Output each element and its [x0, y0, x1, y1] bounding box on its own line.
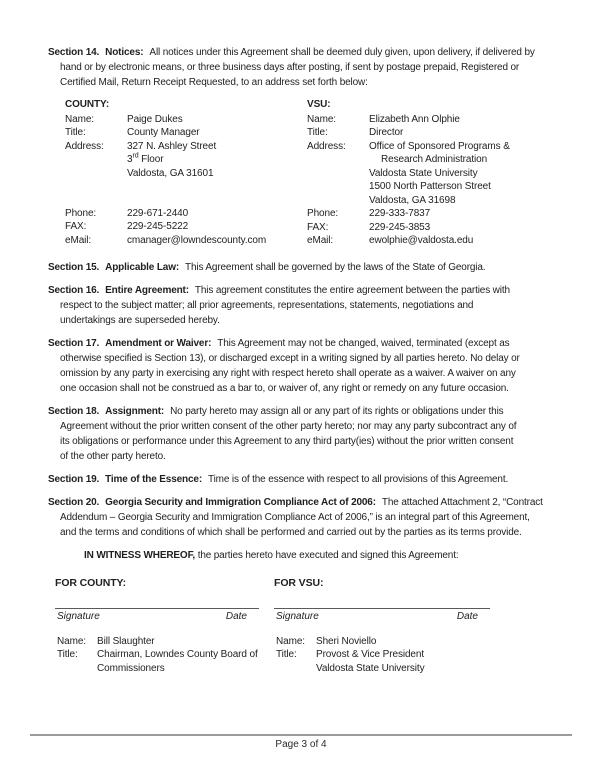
section-18-line-3: its obligations or performance under this Agreement to any third party(ies) without the prior written consent — [60, 435, 514, 447]
page-footer — [30, 734, 572, 750]
section-18 — [48, 404, 572, 464]
county-name-label: Name: — [65, 113, 94, 125]
section-17-body: This Agreement may not be changed, waived, terminated (except as — [217, 337, 510, 349]
section-18-line-2: Agreement without the prior written consent of the other party hereto; nor may any party subcontract any of — [60, 420, 517, 432]
vsu-signature-line — [274, 589, 490, 609]
county-fax-value: 229-245-5222 — [127, 221, 189, 232]
vsu-email-label: eMail: — [307, 235, 334, 246]
section-15-title: Applicable Law: — [105, 261, 180, 273]
section-18-body: No party hereto may assign all or any part of its rights or obligations under this — [170, 405, 504, 417]
county-title-value: County Manager — [127, 127, 200, 138]
section-14-label: Section 14. — [48, 47, 100, 58]
section-17-title: Amendment or Waiver: — [105, 337, 212, 349]
county-fax-label: FAX: — [65, 221, 87, 232]
witness-clause — [84, 548, 572, 563]
county-address-label: Address: — [65, 140, 104, 152]
section-14 — [48, 45, 572, 90]
section-17-line-2: otherwise specified is Section 13), or discharged except in a writing signed by all parties hereto. No delay or — [60, 352, 520, 364]
witness-clause-bold: IN WITNESS WHEREOF, — [84, 549, 196, 561]
section-20-body: The attached Attachment 2, “Contract — [381, 496, 543, 508]
section-17-line-1 — [48, 336, 572, 351]
section-15-line-1 — [48, 260, 572, 275]
section-18-title: Assignment: — [105, 405, 165, 417]
vsu-address-value — [369, 140, 510, 208]
section-14-line-1 — [48, 45, 572, 60]
section-16-line-3: undertakings are superseded hereby. — [60, 314, 220, 326]
vsu-email-value: ewolphie@valdosta.edu — [369, 235, 474, 246]
county-phone-label: Phone: — [65, 207, 97, 219]
county-signer-title — [97, 648, 259, 675]
vsu-signer-title-line-1: Provost & Vice President — [316, 649, 425, 660]
section-14-title: Notices: — [105, 47, 144, 58]
section-20 — [48, 495, 572, 540]
vsu-signer-title-line-2: Valdosta State University — [316, 662, 425, 674]
county-signature-labels — [55, 609, 259, 622]
vsu-signature-labels — [274, 609, 490, 622]
witness-clause-rest: the parties hereto have executed and signed this Agreement: — [197, 549, 459, 561]
vsu-phone-value: 229-333-7837 — [369, 208, 431, 219]
vsu-address-line-4: 1500 North Patterson Street — [369, 181, 491, 192]
vsu-signature-block — [274, 577, 490, 676]
section-19-label: Section 19. — [48, 473, 100, 485]
section-19 — [48, 472, 572, 487]
vsu-address-line-1: Office of Sponsored Programs & — [369, 140, 510, 152]
county-phone-value: 229-671-2440 — [127, 207, 189, 219]
county-title-label: Title: — [65, 127, 86, 138]
vsu-date-label: Date — [456, 610, 478, 622]
county-address-line-2 — [127, 153, 307, 167]
section-16 — [48, 283, 572, 328]
vsu-signer-title — [316, 648, 490, 675]
page-number: Page 3 of 4 — [275, 739, 327, 750]
county-address-line-1: 327 N. Ashley Street — [127, 140, 217, 152]
section-16-label: Section 16. — [48, 284, 100, 296]
section-18-label: Section 18. — [48, 405, 100, 417]
for-county-header: FOR COUNTY: — [55, 576, 127, 589]
vsu-address-line-5: Valdosta, GA 31698 — [369, 194, 456, 206]
section-20-label: Section 20. — [48, 496, 100, 508]
section-15-label: Section 15. — [48, 261, 100, 273]
section-16-body: This agreement constitutes the entire agreement between the parties with — [194, 284, 510, 296]
vsu-signer-details — [274, 635, 490, 676]
vsu-signer-title-label: Title: — [276, 649, 297, 660]
county-name-value: Paige Dukes — [127, 113, 183, 125]
vsu-address-line-3: Valdosta State University — [369, 167, 478, 179]
county-date-label: Date — [225, 610, 247, 622]
section-17-label: Section 17. — [48, 337, 100, 349]
county-email-value: cmanager@lowndescounty.com — [127, 234, 267, 246]
vsu-fax-label: FAX: — [307, 221, 329, 233]
section-20-line-1 — [48, 495, 572, 510]
vsu-signature-label: Signature — [276, 610, 319, 622]
vsu-header: VSU: — [307, 99, 331, 110]
signature-blocks — [55, 577, 572, 676]
county-signer-title-line-1: Chairman, Lowndes County Board of — [97, 649, 258, 660]
vsu-contact-block — [307, 98, 510, 248]
county-address-line-3: Valdosta, GA 31601 — [127, 167, 214, 179]
vsu-address-label: Address: — [307, 140, 346, 152]
county-address-floor-word: Floor — [138, 154, 164, 165]
county-signer-name: Bill Slaughter — [97, 635, 155, 647]
section-16-title: Entire Agreement: — [105, 284, 189, 296]
vsu-title-value: Director — [369, 127, 404, 138]
vsu-name-label: Name: — [307, 113, 336, 125]
county-signer-title-label: Title: — [57, 649, 78, 660]
section-20-title: Georgia Security and Immigration Compliance Act of 2006: — [105, 496, 376, 508]
county-signature-line — [55, 589, 259, 609]
vsu-title-label: Title: — [307, 127, 328, 138]
county-header: COUNTY: — [65, 99, 110, 110]
county-signer-title-line-2: Commissioners — [97, 662, 165, 674]
section-14-body: All notices under this Agreement shall be deemed duly given, upon delivery, if delivered by — [149, 47, 535, 58]
for-vsu-header: FOR VSU: — [274, 576, 324, 589]
vsu-fax-value: 229-245-3853 — [369, 221, 431, 233]
section-14-line-3: Certified Mail, Return Receipt Requested, to an address set forth below: — [60, 77, 368, 88]
section-17-line-4: one occasion shall not be construed as a bar to, or waiver of, any right or remedy on any future occasion. — [60, 382, 509, 394]
section-14-line-2: hand or by electronic means, or three business days after posting, if sent by postage prepaid, Registered or — [60, 62, 520, 73]
section-16-line-2: respect to the subject matter; all prior agreements, representations, statements, negotiations and — [60, 299, 474, 311]
county-signer-name-label: Name: — [57, 635, 86, 647]
vsu-name-value: Elizabeth Ann Olphie — [369, 113, 460, 125]
vsu-phone-label: Phone: — [307, 208, 339, 219]
notice-addresses — [65, 98, 572, 248]
county-signature-label: Signature — [57, 610, 100, 622]
county-email-label: eMail: — [65, 234, 92, 246]
section-20-line-3: and the terms and conditions of which shall be performed and carried out by the parties as its terms provide. — [60, 526, 522, 538]
section-17 — [48, 336, 572, 396]
county-signer-details — [55, 635, 259, 676]
county-contact-block — [65, 98, 307, 248]
section-15 — [48, 260, 572, 275]
section-19-title: Time of the Essence: — [105, 473, 203, 485]
section-16-line-1 — [48, 283, 572, 298]
county-address-floor-number: 3 — [127, 154, 133, 165]
vsu-signer-name-label: Name: — [276, 635, 305, 647]
section-19-body: Time is of the essence with respect to all provisions of this Agreement. — [208, 473, 509, 485]
vsu-signer-name: Sheri Noviello — [316, 635, 377, 647]
section-18-line-4: of the other party hereto. — [60, 450, 166, 462]
vsu-address-line-2: Research Administration — [381, 154, 488, 165]
county-address-value — [127, 140, 307, 207]
section-17-line-3: omission by any party in exercising any right with respect hereto shall operate as a waiver. A waiver on any — [60, 367, 516, 379]
section-18-line-1 — [48, 404, 572, 419]
section-15-body: This Agreement shall be governed by the laws of the State of Georgia. — [185, 261, 486, 273]
section-20-line-2: Addendum – Georgia Security and Immigration Compliance Act of 2006,” is an integral part of this Agreement, — [60, 511, 530, 523]
county-address-floor-ordinal: rd — [132, 152, 139, 160]
section-19-line-1 — [48, 472, 572, 487]
county-signature-block — [55, 577, 259, 676]
